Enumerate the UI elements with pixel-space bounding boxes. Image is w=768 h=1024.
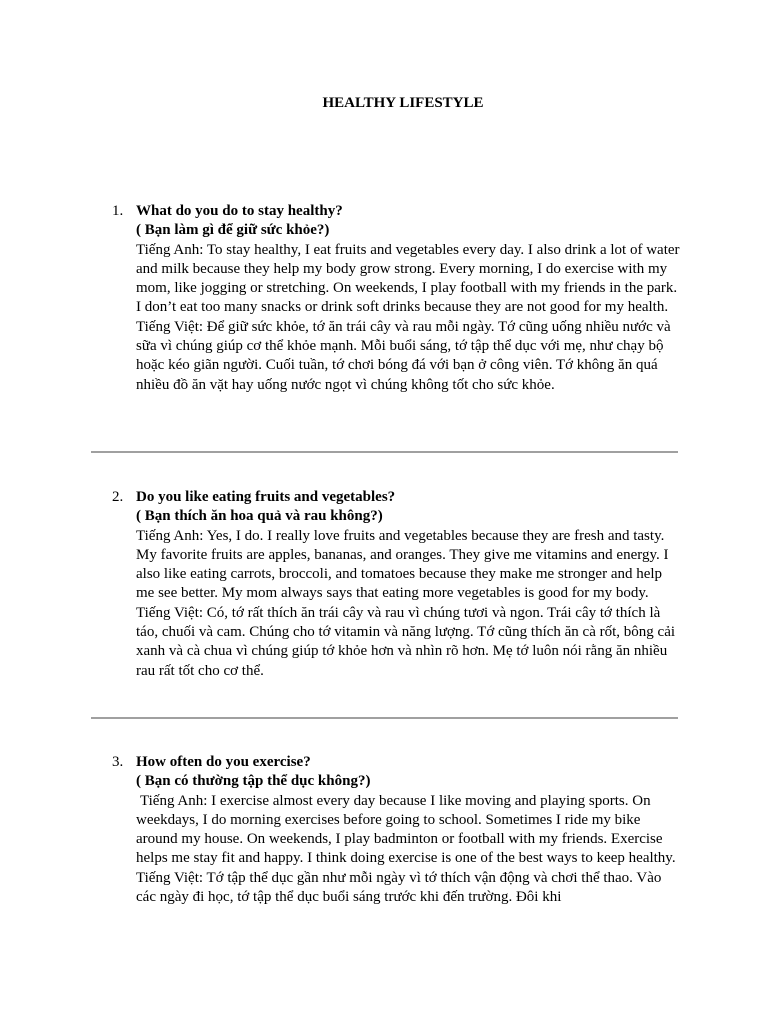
qa-question-vietnamese: ( Bạn làm gì để giữ sức khỏe?) (136, 222, 330, 239)
qa-question-vietnamese: ( Bạn thích ăn hoa quả và rau không?) (136, 508, 383, 525)
qa-question: How often do you exercise? (136, 754, 311, 770)
document-title: HEALTHY LIFESTYLE (322, 95, 484, 111)
qa-question-vietnamese: ( Bạn có thường tập thể dục không?) (136, 773, 371, 790)
section-divider (91, 717, 678, 719)
qa-question: What do you do to stay healthy? (136, 203, 343, 219)
qa-question: Do you like eating fruits and vegetables? (136, 489, 396, 505)
qa-number: 1. (112, 203, 124, 219)
qa-answer-vietnamese: Tiếng Việt: Để giữ sức khỏe, tớ ăn trái cây và rau mỗi ngày. Tớ cũng uống nhiều nước và sữa vì chúng giúp cơ thể khỏe mạnh. Mỗi buổi sáng, tớ tập thể dục với mẹ, như chạy bộ hoặc kéo giãn người. Cuối tuần, tớ chơi bóng đá với bạn ở công viên. Tớ không ăn quá nhiều đồ ăn vặt hay uống nước ngọt vì chúng không tốt cho sức khỏe. (136, 318, 671, 393)
qa-answer-vietnamese: Tiếng Việt: Có, tớ rất thích ăn trái cây và rau vì chúng tươi và ngon. Trái cây tớ thích là táo, chuối và cam. Chúng cho tớ vitamin và năng lượng. Tớ cũng thích ăn cà rốt, bông cải xanh và cà chua vì chúng giúp tớ khỏe hơn và nhìn rõ hơn. Mẹ tớ luôn nói rằng ăn nhiều rau rất tốt cho cơ thể. (136, 604, 676, 679)
qa-number: 3. (112, 754, 124, 770)
qa-answer-english: Tiếng Anh: To stay healthy, I eat fruits and vegetables every day. I also drink a lot of water and milk because they help my body grow strong. Every morning, I do exercise with my mom, like jogging or stretching. On weekends, I play football with my friends in the park. I don’t eat too many snacks or drink soft drinks because they are not good for my health. (136, 241, 680, 316)
section-divider (91, 451, 678, 453)
qa-number: 2. (112, 489, 124, 505)
qa-answer-english: Tiếng Anh: I exercise almost every day because I like moving and playing sports. On weekdays, I do morning exercises before going to school. Sometimes I ride my bike around my house. On weekends, I play badminton or football with my friends. Exercise helps me stay fit and happy. I think doing exercise is one of the best ways to keep healthy. (136, 792, 676, 867)
qa-item-1 (112, 202, 682, 395)
qa-answer-vietnamese: Tiếng Việt: Tớ tập thể dục gần như mỗi ngày vì tớ thích vận động và chơi thể thao. Vào các ngày đi học, tớ tập thể dục buổi sáng trước khi đến trường. Đôi khi (136, 869, 662, 906)
qa-item-3 (112, 753, 682, 907)
qa-item-2 (112, 488, 682, 681)
qa-answer-english: Tiếng Anh: Yes, I do. I really love fruits and vegetables because they are fresh and tasty. My favorite fruits are apples, bananas, and oranges. They give me vitamins and energy. I also like eating carrots, broccoli, and tomatoes because they make me stronger and help me see better. My mom always says that eating more vegetables is good for my body. (136, 527, 669, 602)
